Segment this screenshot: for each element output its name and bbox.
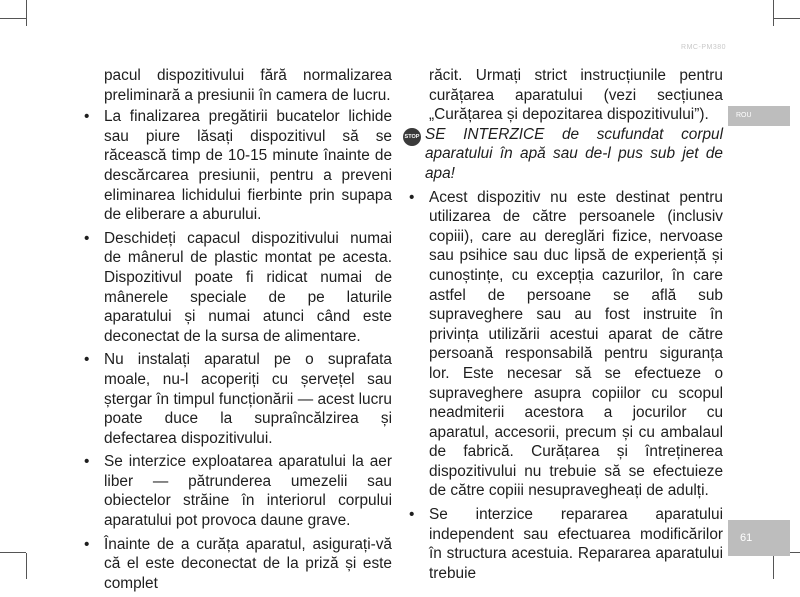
- bullet-icon: •: [84, 351, 90, 369]
- language-tab: ROU: [728, 106, 790, 126]
- left-continuation: pacul dispozitivului fără normalizarea preliminară a presiunii în camera de lucru.: [104, 67, 392, 104]
- crop-mark: [774, 18, 800, 19]
- stop-warning-text: SE INTERZICE de scufundat corpul aparatului în apă sau de-l pus sub jet de apa!: [425, 125, 723, 182]
- crop-mark: [773, 553, 774, 579]
- list-item: [405, 505, 723, 583]
- bullet-icon: •: [84, 535, 90, 553]
- list-item-text: Nu instalați aparatul pe o suprafata moale, nu-l acoperiți cu șervețel sau ștergar în timpul funcționării — acest lucru poate duce la supraîncălzirea și defectarea dispozitivului.: [104, 351, 392, 447]
- page-number: 61: [728, 520, 790, 556]
- bullet-icon: •: [84, 229, 90, 247]
- list-item-text: Acest dispozitiv nu este destinat pentru utilizarea de către persoanele (inclusiv copiii), care au dereglări fizice, nervoase sau psihice sau duc lipsă de experiență și cunoștințe, cu excepția cazurilor, în care astfel de persoane se află sub supraveghere sau au fost instruite în privința utilizării acestui aparat de către persoană responsabilă pentru siguranța lor. Este necesar să se efectueze o supraveghere asupra copiilor cu scopul neadmiterii acestora a jocurilor cu aparatul, accesorii, precum și cu ambalaul de fabrică. Curățarea și întreținerea dispozitivului nu trebuie să se efectuieze de către copiii nesupravegheați de adulți.: [429, 188, 723, 500]
- bullet-icon: •: [84, 108, 90, 126]
- right-continuation: răcit. Urmați strict instrucțiunile pentru curățarea aparatului (vezi secțiunea „Curățarea și depozitarea dispozitivului”).: [429, 67, 723, 124]
- crop-mark: [26, 0, 27, 26]
- list-item-text: Deschideți capacul dispozitivului numai de mânerul de plastic montat pe acesta. Dispozitivul poate fi ridicat numai de mânerele speciale de pe laturile aparatului și numai atunci când este deconectat de la sursa de alimentare.: [104, 229, 392, 345]
- bullet-icon: •: [84, 453, 90, 471]
- stop-icon: STOP: [403, 128, 421, 146]
- bullet-icon: •: [409, 506, 415, 524]
- list-item-text: Se interzice exploatarea aparatului la aer liber — pătrunderea umezelii sau obiectelor străine în interiorul corpului aparatului pot provoca daune grave.: [104, 453, 392, 530]
- list-item: [80, 229, 392, 347]
- crop-mark: [26, 553, 27, 579]
- list-item: [80, 452, 392, 530]
- model-header: RMC-PM380: [681, 44, 726, 51]
- bullet-icon: •: [409, 188, 415, 206]
- list-item-text: La finalizarea pregătirii bucatelor lichide sau piure lăsați dispozitivul să se răcească timp de 10-15 minute înainte de descărcarea presiunii, pentru a preveni eliminarea lichidului fierbinte prin supapa de eliberare a aburului.: [104, 108, 392, 224]
- left-column: [80, 66, 392, 597]
- crop-mark: [773, 0, 774, 26]
- list-item: [405, 188, 723, 502]
- list-item: [80, 535, 392, 594]
- list-item: [80, 107, 392, 225]
- list-item: [80, 350, 392, 448]
- crop-mark: [0, 18, 26, 19]
- crop-mark: [0, 552, 26, 553]
- stop-warning: [405, 125, 723, 184]
- list-item-text: Se interzice repararea aparatului independent sau efectuarea modificărilor în structura acestuia. Repararea aparatului trebuie: [429, 506, 723, 582]
- list-item-text: Înainte de a curăța aparatul, asigurați-vă că el este deconectat de la priză și este complet: [104, 535, 392, 592]
- right-column: [405, 66, 723, 587]
